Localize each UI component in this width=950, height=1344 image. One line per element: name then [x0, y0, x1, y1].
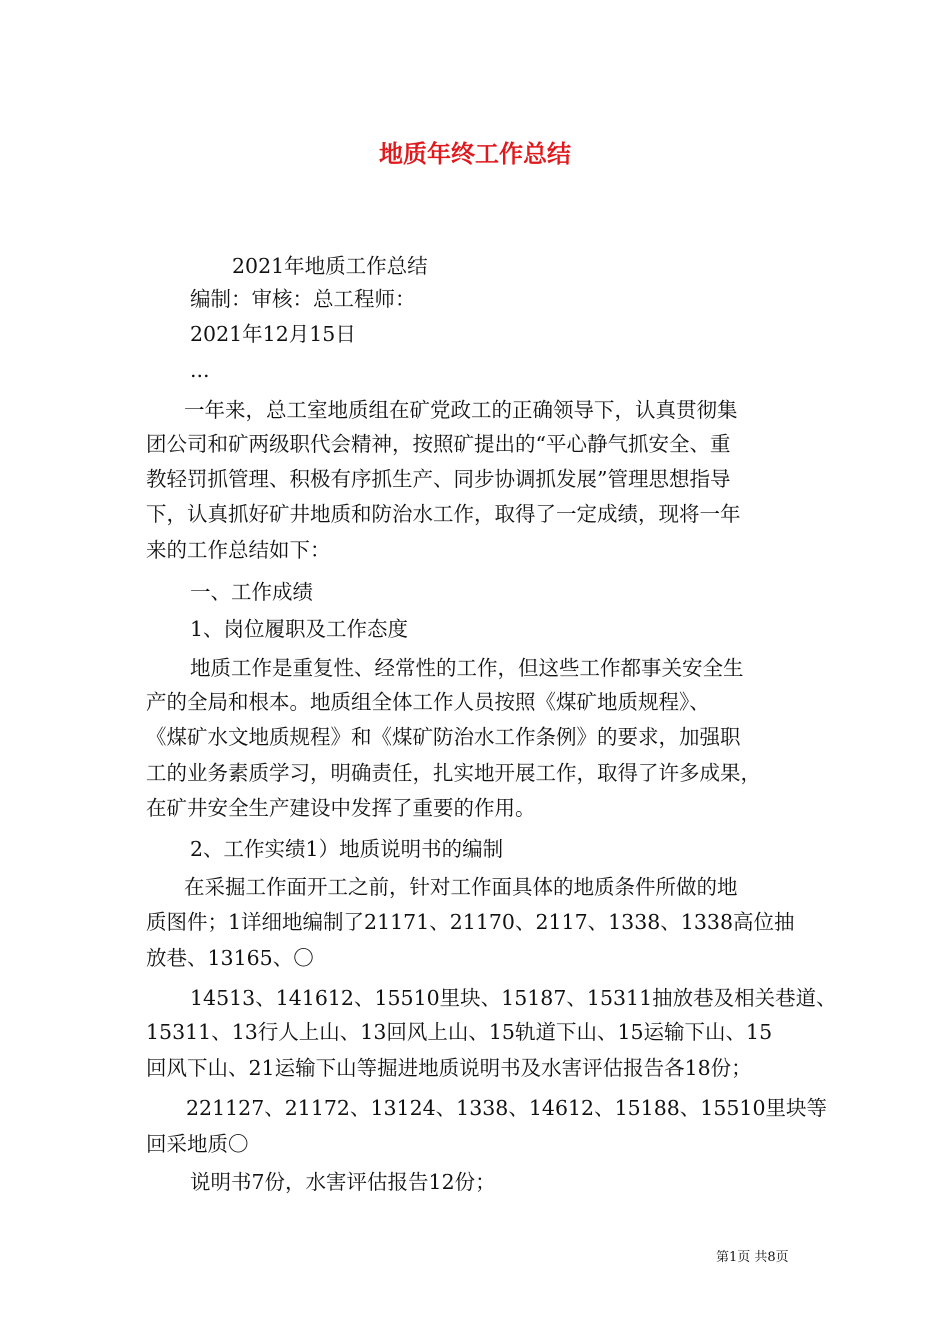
text-line: 回风下山、21运输下山等掘进地质说明书及水害评估报告各18份；	[146, 1056, 752, 1080]
text-line: 产的全局和根本。地质组全体工作人员按照《煤矿地质规程》、	[146, 690, 710, 714]
text-line: 编制：审核：总工程师：	[190, 287, 416, 311]
text-line: ...	[190, 358, 210, 382]
text-line: 说明书7份，水害评估报告12份；	[190, 1170, 496, 1194]
text-line: 地质工作是重复性、经常性的工作，但这些工作都事关安全生	[190, 656, 744, 680]
subsection-heading: 2、工作实绩1）地质说明书的编制	[190, 837, 504, 861]
text-line: 质图件；1详细地编制了21171、21170、2117、1338、1338高位抽	[146, 910, 795, 934]
text-line: 2021年12月15日	[190, 322, 356, 346]
text-line: 回采地质〇	[146, 1132, 249, 1156]
text-line: 221127、21172、13124、1338、14612、15188、15510里块等	[186, 1096, 827, 1120]
text-line: 放巷、13165、〇	[146, 946, 314, 970]
subsection-heading: 1、岗位履职及工作态度	[190, 617, 409, 641]
text-line: 2021年地质工作总结	[232, 254, 428, 278]
text-line: 在采掘工作面开工之前，针对工作面具体的地质条件所做的地	[184, 875, 738, 899]
text-line: 教轻罚抓管理、积极有序抓生产、同步协调抓发展”管理思想指导	[146, 467, 731, 491]
section-heading: 一、工作成绩	[190, 580, 313, 604]
page-number: 第1页 共8页	[716, 1250, 789, 1265]
text-line: 下，认真抓好矿井地质和防治水工作，取得了一定成绩，现将一年	[146, 502, 741, 526]
document-title: 地质年终工作总结	[379, 139, 571, 168]
text-line: 来的工作总结如下：	[146, 538, 331, 562]
text-line: 在矿井安全生产建设中发挥了重要的作用。	[146, 796, 536, 820]
text-line: 工的业务素质学习，明确责任，扎实地开展工作，取得了许多成果，	[146, 761, 761, 785]
text-line: 《煤矿水文地质规程》和《煤矿防治水工作条例》的要求，加强职	[146, 725, 741, 749]
text-line: 14513、141612、15510里块、15187、15311抽放巷及相关巷道、	[190, 986, 837, 1010]
text-line: 团公司和矿两级职代会精神，按照矿提出的“平心静气抓安全、重	[146, 432, 731, 456]
text-line: 15311、13行人上山、13回风上山、15轨道下山、15运输下山、15	[146, 1020, 773, 1044]
text-line: 一年来，总工室地质组在矿党政工的正确领导下，认真贯彻集	[184, 398, 738, 422]
